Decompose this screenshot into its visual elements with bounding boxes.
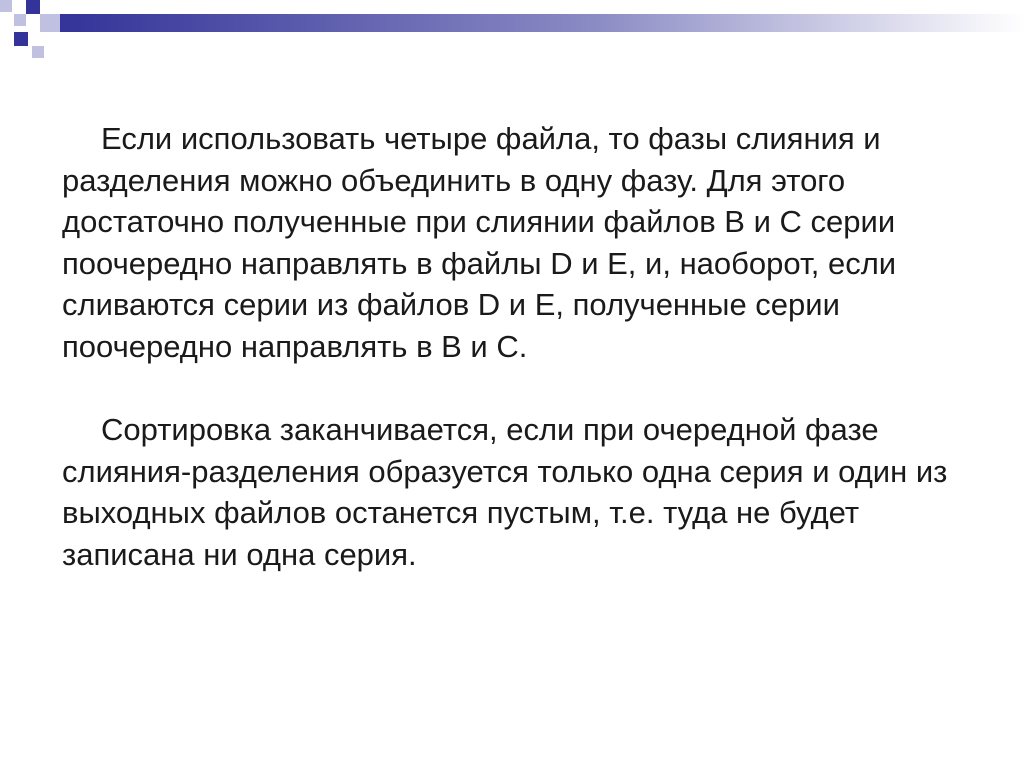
header-gradient-bar bbox=[60, 14, 1024, 32]
decor-square-1 bbox=[0, 0, 12, 12]
paragraph-four-files: Если использовать четыре файла, то фазы слияния и разделения можно объединить в одну фазу. Для этого достаточно полученные при слиянии файлов B и C серии поочередно направлять в файлы D и E, и, наоборот, если сливаются серии из файлов D и E, полученные серии поочередно направлять в B и C. bbox=[62, 121, 897, 364]
decor-square-4 bbox=[40, 14, 60, 32]
decor-square-3 bbox=[14, 14, 26, 26]
paragraph-sort-end: Сортировка заканчивается, если при очередной фазе слияния-разделения образуется только одна серия и один из выходных файлов останется пустым, т.е. туда не будет записана ни одна серия. bbox=[62, 412, 948, 572]
header-decoration bbox=[0, 0, 1024, 64]
decor-square-2 bbox=[26, 0, 40, 14]
decor-square-5 bbox=[14, 32, 28, 46]
slide-body bbox=[62, 118, 962, 575]
decor-square-6 bbox=[32, 46, 44, 58]
